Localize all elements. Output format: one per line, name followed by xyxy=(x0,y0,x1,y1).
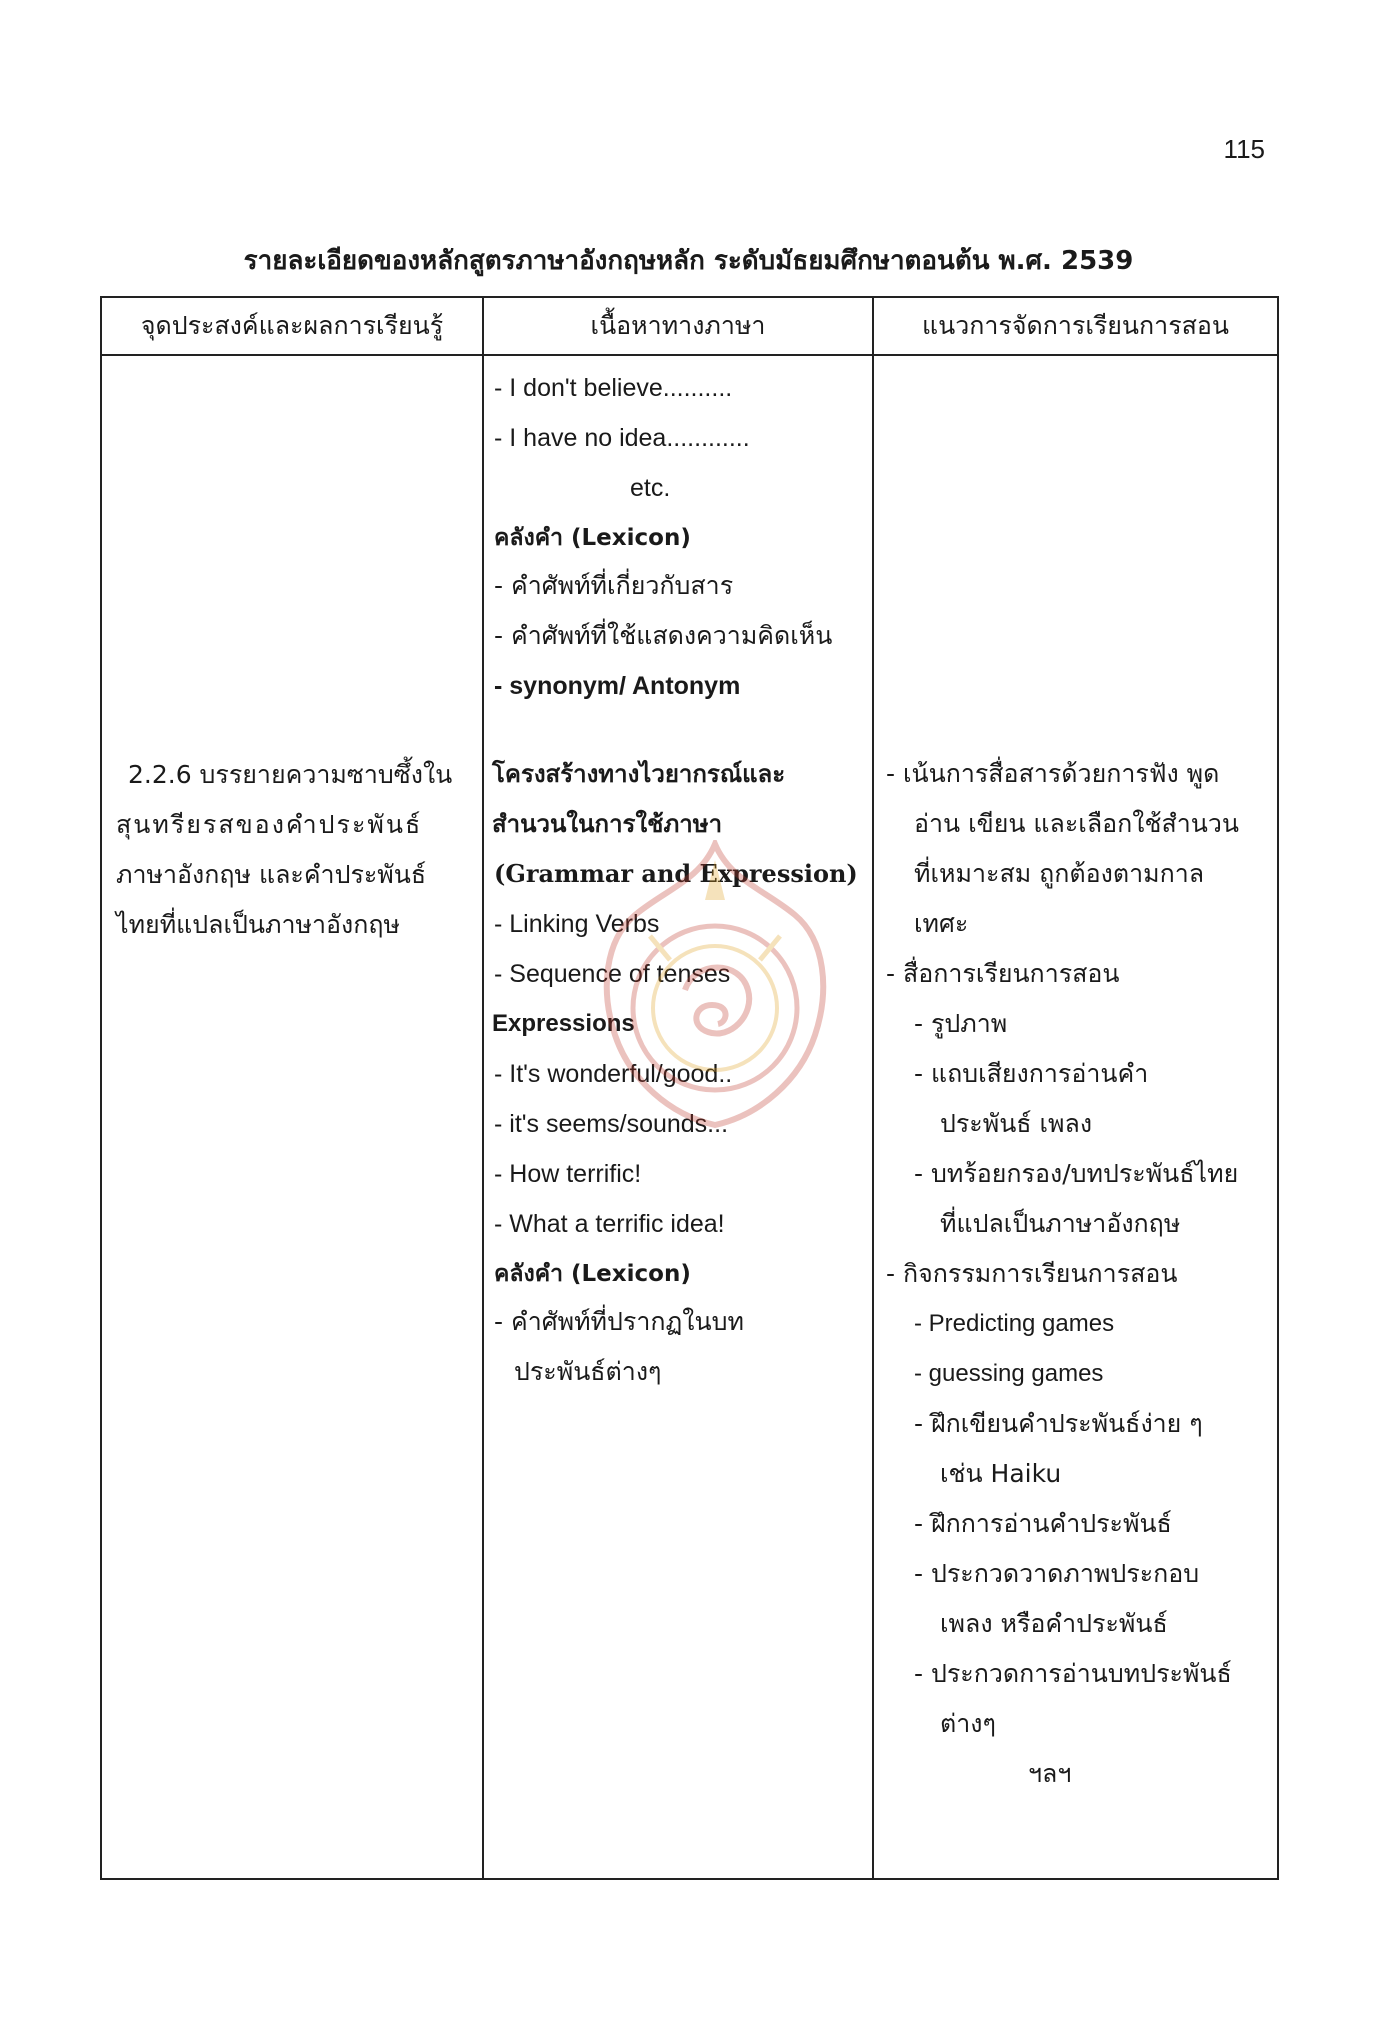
grammar-heading: สำนวนในการใช้ภาษา xyxy=(492,810,723,838)
table-header-row xyxy=(101,297,1278,355)
activity-heading: - สื่อการเรียนการสอน xyxy=(886,959,1120,988)
activity-line: ที่เหมาะสม ถูกต้องตามกาล xyxy=(914,859,1205,888)
table-row xyxy=(101,355,1278,1879)
activity-line: อ่าน เขียน และเลือกใช้สำนวน xyxy=(914,809,1239,838)
expression-item: - It's wonderful/good.. xyxy=(494,1060,733,1088)
lexicon-heading: คลังคำ (Lexicon) xyxy=(494,525,691,551)
curriculum-table xyxy=(100,296,1279,1880)
activity-line: - Predicting games xyxy=(914,1310,1115,1337)
content-cell xyxy=(483,355,873,1879)
opinion-item: - I have no idea............ xyxy=(494,424,750,452)
activity-line: - ประกวดการอ่านบทประพันธ์ xyxy=(914,1659,1232,1688)
expression-item: - What a terrific idea! xyxy=(494,1210,725,1238)
grammar-heading: โครงสร้างทางไวยากรณ์และ xyxy=(492,760,786,788)
page-number: 115 xyxy=(1223,134,1265,164)
header-content: เนื้อหาทางภาษา xyxy=(483,297,873,355)
activity-line: - บทร้อยกรอง/บทประพันธ์ไทย xyxy=(914,1159,1239,1188)
activity-line: - แถบเสียงการอ่านคำ xyxy=(914,1059,1149,1088)
activity-line: ต่างๆ xyxy=(940,1709,996,1738)
activity-line: - ฝึกการอ่านคำประพันธ์ xyxy=(914,1509,1172,1538)
grammar-item: - Sequence of tenses xyxy=(494,960,731,988)
expressions-heading: Expressions xyxy=(492,1010,635,1037)
activity-line: - ประกวดวาดภาพประกอบ xyxy=(914,1559,1200,1588)
activity-line: - รูปภาพ xyxy=(914,1009,1008,1038)
lexicon-item-continued: ประพันธ์ต่างๆ xyxy=(514,1357,662,1386)
activity-heading: - กิจกรรมการเรียนการสอน xyxy=(886,1259,1178,1288)
objective-2-2-6 xyxy=(116,750,474,950)
grammar-item: - Linking Verbs xyxy=(494,910,660,938)
grammar-heading-english: (Grammar and Expression) xyxy=(494,859,858,888)
etc-text: etc. xyxy=(630,474,671,502)
objective-line: ไทยที่แปลเป็นภาษาอังกฤษ xyxy=(116,910,400,939)
opinion-item: - I don't believe.......... xyxy=(494,374,733,402)
header-activities: แนวการจัดการเรียนการสอน xyxy=(873,297,1278,355)
expression-item: - it's seems/sounds... xyxy=(494,1110,729,1138)
synonym-item: - synonym/ Antonym xyxy=(494,672,741,700)
activity-line: - ฝึกเขียนคำประพันธ์ง่าย ๆ xyxy=(914,1409,1203,1438)
activities-cell xyxy=(873,355,1278,1879)
objective-line: 2.2.6 บรรยายความซาบซึ้งใน xyxy=(128,760,453,789)
header-objectives: จุดประสงค์และผลการเรียนรู้ xyxy=(101,297,483,355)
activity-line: - guessing games xyxy=(914,1360,1104,1387)
lexicon-heading: คลังคำ (Lexicon) xyxy=(494,1261,691,1287)
etc-text: ฯลฯ xyxy=(1028,1759,1072,1788)
activity-line: เพลง หรือคำประพันธ์ xyxy=(940,1609,1168,1638)
activity-line: ที่แปลเป็นภาษาอังกฤษ xyxy=(940,1209,1181,1238)
expression-item: - How terrific! xyxy=(494,1160,642,1188)
objective-line: ภาษาอังกฤษ และคำประพันธ์ xyxy=(116,860,427,889)
document-title: รายละเอียดของหลักสูตรภาษาอังกฤษหลัก ระดับมัธยมศึกษาตอนต้น พ.ศ. 2539 xyxy=(243,246,1134,276)
objectives-cell xyxy=(101,355,483,1879)
lexicon-item: - คำศัพท์ที่เกี่ยวกับสาร xyxy=(494,571,734,600)
activity-line: - เน้นการสื่อสารด้วยการฟัง พูด xyxy=(886,759,1220,788)
activity-line: เทศะ xyxy=(914,909,969,938)
lexicon-item: - คำศัพท์ที่ใช้แสดงความคิดเห็น xyxy=(494,621,833,650)
lexicon-item: - คำศัพท์ที่ปรากฏในบท xyxy=(494,1307,744,1336)
activity-line: ประพันธ์ เพลง xyxy=(940,1109,1093,1138)
objective-line: สุนทรียรสของคำประพันธ์ xyxy=(116,810,423,839)
activity-line: เช่น Haiku xyxy=(940,1459,1062,1488)
